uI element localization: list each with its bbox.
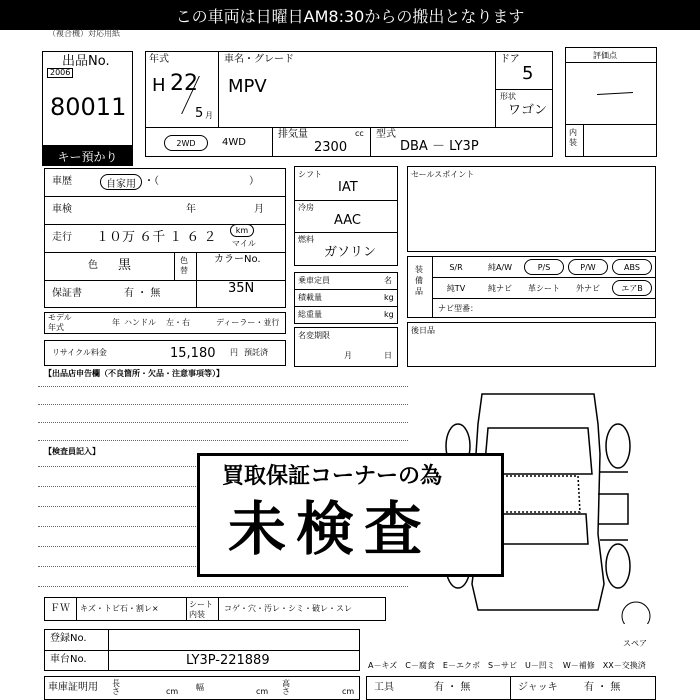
mileage-label: 走行 bbox=[52, 232, 72, 243]
fuel-value: ガソリン bbox=[324, 245, 377, 260]
color-label: 色 bbox=[88, 260, 98, 271]
displacement-value: 2300 bbox=[314, 140, 348, 155]
key-badge-text: キー預かり bbox=[57, 149, 118, 164]
equipment-item: P/S bbox=[524, 259, 564, 275]
mileage-mile: マイル bbox=[232, 239, 256, 248]
spare-tire-icon bbox=[622, 602, 650, 624]
displacement-label: 排気量 bbox=[278, 129, 308, 140]
warranty-label: 保証書 bbox=[52, 288, 82, 299]
cert-width: 幅 bbox=[196, 683, 204, 692]
shape-label: 形状 bbox=[500, 92, 516, 101]
shape-value: ワゴン bbox=[508, 103, 548, 118]
cert-length: 長さ bbox=[112, 679, 120, 696]
announcement-banner bbox=[0, 0, 700, 30]
equipment-item: エアB bbox=[612, 280, 652, 296]
recycle-note: 預託済 bbox=[244, 348, 268, 357]
car-name-value: MPV bbox=[228, 76, 267, 97]
interior-label: 内装 bbox=[569, 128, 577, 148]
shift-label: シフト bbox=[298, 170, 322, 179]
damage-legend: A－キズ C－腐食 E－エクボ S－サビ U－凹ミ W－補修 XX－交換済 bbox=[368, 661, 646, 670]
sales-point-label: セールスポイント bbox=[411, 170, 475, 179]
seller-notes-label: 【出品店申告欄（不良箇所・欠品・注意事項等）】 bbox=[44, 369, 224, 378]
drive-4wd: 4WD bbox=[222, 137, 246, 148]
handle-value: 左・右 bbox=[166, 318, 190, 327]
recycle-unit: 円 bbox=[230, 348, 238, 357]
model-year-unit: 年 bbox=[112, 318, 120, 327]
history-private-circled: 自家用 bbox=[100, 174, 142, 190]
lot-year-tag: 2006 bbox=[47, 68, 73, 78]
spare-label: スペア bbox=[623, 639, 647, 648]
load-label: 積載量 bbox=[298, 293, 322, 302]
aircon-label: 冷房 bbox=[298, 203, 314, 212]
form-header-fragment: （複合機）対応用紙 bbox=[48, 29, 120, 38]
recycle-value: 15,180 bbox=[170, 346, 216, 361]
car-name-label: 車名・グレード bbox=[224, 54, 294, 65]
lot-label: 出品No. bbox=[62, 54, 110, 69]
year-value: 22 bbox=[170, 71, 198, 96]
model-code-label: 型式 bbox=[376, 129, 396, 140]
model-year-label: モデル年式 bbox=[48, 313, 72, 332]
equipment-label: 装備品 bbox=[415, 265, 423, 297]
shift-value: IAT bbox=[338, 180, 358, 195]
displacement-unit: cc bbox=[355, 129, 364, 138]
equipment-item: 純ナビ bbox=[488, 283, 512, 293]
tools-label: 工具 bbox=[374, 682, 394, 693]
chassis-value: LY3P-221889 bbox=[186, 653, 270, 668]
equipment-item: 外ナビ bbox=[576, 283, 600, 293]
handle-label: ハンドル bbox=[124, 318, 156, 327]
history-rest: ・（ ） bbox=[144, 176, 259, 187]
seat-label: シート内装 bbox=[189, 600, 213, 619]
doors-label: ドア bbox=[500, 54, 520, 65]
stamp-line2: 未検査 bbox=[228, 495, 433, 563]
mileage-km-circled: km bbox=[230, 224, 254, 237]
inspection-label: 車検 bbox=[52, 204, 72, 215]
year-month-unit: 月 bbox=[205, 111, 213, 120]
fw-text: キズ・トビ石・割レ× bbox=[80, 604, 159, 613]
stamp-line1: 買取保証コーナーの為 bbox=[222, 464, 443, 489]
drive-2wd-circled: 2WD bbox=[164, 135, 208, 151]
mileage-value: １０万 ６千 １ ６ ２ bbox=[96, 230, 217, 245]
tools-value: 有 ・ 無 bbox=[434, 682, 471, 693]
fuel-label: 燃料 bbox=[298, 235, 314, 244]
history-label: 車歴 bbox=[52, 176, 72, 187]
cert-length-unit: cm bbox=[166, 687, 179, 696]
garage-cert-label: 車庫証明用 bbox=[48, 682, 98, 693]
equipment-item: 純A/W bbox=[487, 262, 513, 272]
inspection-year-unit: 年 bbox=[186, 204, 196, 215]
score-label: 評価点 bbox=[593, 51, 617, 60]
color-no-label: カラーNo. bbox=[214, 254, 261, 265]
jack-label: ジャッキ bbox=[518, 682, 558, 693]
capacity-unit: 名 bbox=[384, 276, 392, 285]
equipment-item: ABS bbox=[612, 259, 652, 275]
jack-value: 有 ・ 無 bbox=[584, 682, 621, 693]
equipment-item: 純TV bbox=[446, 283, 466, 293]
year-month: 5 bbox=[195, 106, 204, 121]
cert-height: 高さ bbox=[282, 679, 290, 696]
inspection-month-unit: 月 bbox=[254, 204, 264, 215]
color-change-label: 色替 bbox=[180, 256, 188, 275]
doors-value: 5 bbox=[522, 63, 534, 84]
name-change-month: 月 bbox=[344, 351, 352, 360]
lot-number: 80011 bbox=[50, 93, 127, 121]
dealer-value: ディーラー・並行 bbox=[216, 318, 280, 327]
aftermarket-label: 後日品 bbox=[411, 326, 435, 335]
model-code-value: DBA － LY3P bbox=[400, 139, 479, 154]
year-era: H bbox=[152, 75, 166, 96]
announcement-text: この車両は日曜日AM8:30からの搬出となります bbox=[175, 6, 525, 26]
key-badge bbox=[42, 146, 133, 166]
aftermarket-box bbox=[407, 322, 656, 367]
color-value: 黒 bbox=[118, 258, 132, 273]
capacity-label: 乗車定員 bbox=[298, 276, 330, 285]
registration-label: 登録No. bbox=[50, 633, 87, 644]
recycle-label: リサイクル料金 bbox=[52, 348, 107, 357]
gross-unit: kg bbox=[384, 310, 394, 319]
year-label: 年式 bbox=[149, 54, 169, 65]
cert-width-unit: cm bbox=[256, 687, 269, 696]
fw-label: ＦＷ bbox=[50, 603, 70, 614]
aircon-value: AAC bbox=[334, 213, 361, 228]
gross-label: 総重量 bbox=[298, 310, 322, 319]
seat-text: コゲ・穴・汚レ・シミ・破レ・スレ bbox=[224, 604, 352, 613]
equipment-item: S/R bbox=[449, 262, 463, 272]
warranty-value: 有 ・ 無 bbox=[124, 288, 161, 299]
not-inspected-stamp bbox=[197, 453, 504, 577]
load-unit: kg bbox=[384, 293, 394, 302]
chassis-label: 車台No. bbox=[50, 654, 87, 665]
name-change-label: 名変期限 bbox=[298, 331, 330, 340]
cert-height-unit: cm bbox=[342, 687, 355, 696]
color-no-value: 35N bbox=[228, 281, 255, 296]
navi-model-label: ナビ型番： bbox=[438, 304, 478, 313]
equipment-item: P/W bbox=[568, 259, 608, 275]
equipment-item: 革シート bbox=[528, 283, 560, 293]
inspector-notes-label: 【検査員記入】 bbox=[44, 447, 100, 456]
name-change-day: 日 bbox=[384, 351, 392, 360]
